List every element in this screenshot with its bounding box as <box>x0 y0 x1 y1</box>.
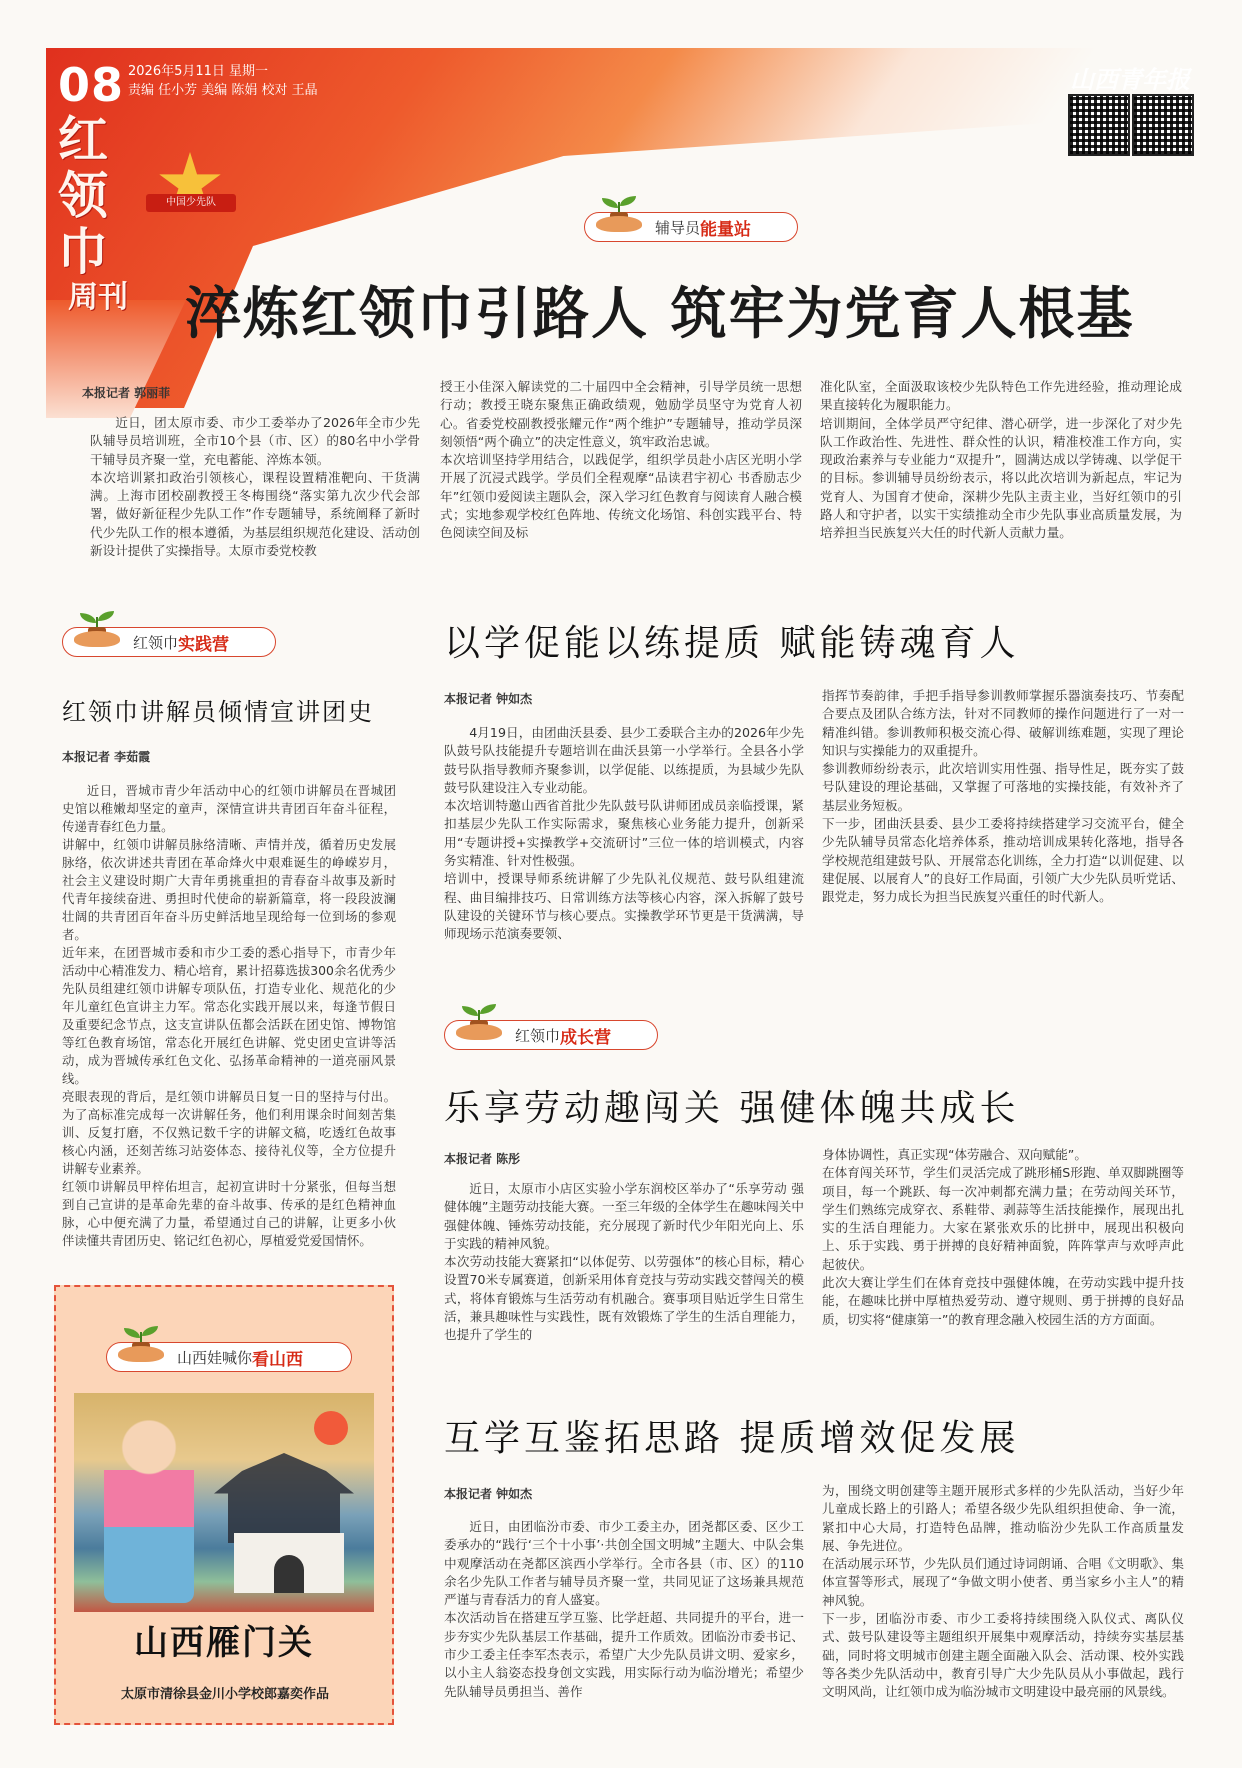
gate-icon <box>234 1533 344 1593</box>
civil-byline: 本报记者 钟如杰 <box>444 1487 533 1501</box>
labor-col-1 <box>444 1180 804 1345</box>
column-title-main: 红领巾 <box>58 110 108 281</box>
lead-col-2 <box>440 378 802 543</box>
left-article-headline: 红领巾讲解员倾情宣讲团史 <box>62 698 374 726</box>
artwork-painting[interactable] <box>74 1393 374 1615</box>
tag-prefix: 辅导员 <box>655 218 701 237</box>
section-tag-shanxi <box>106 1342 352 1372</box>
sprout-icon <box>70 609 124 647</box>
date-line: 2026年5月11日 星期一 <box>128 64 269 79</box>
civil-col-1 <box>444 1518 804 1701</box>
paper-logo: 山西青年报 <box>1070 65 1190 94</box>
artwork-author: 太原市清徐县金川小学校郎嘉奕作品 <box>120 1687 329 1702</box>
tag-highlight: 实践营 <box>178 634 230 655</box>
drum-col-2 <box>822 687 1184 907</box>
left-article-byline: 本报记者 李茹霞 <box>62 750 151 764</box>
tag-highlight: 成长营 <box>560 1027 612 1048</box>
paragraph: 指挥节奏韵律，手把手指导参训教师掌握乐器演奏技巧、节奏配合要点及团队合练方法，针对不同教师的操作问题进行了一对一精准纠错。参训教师积极交流心得、破解训练难题，实现了理论知识与实操能力的双重提升。 参训教师纷纷表示，此次培训实用性强、指导性足，既夯实了鼓号队建设的理论基础，又掌握了可落地的实操技能，有效补齐了基层业务短板。 下一步，团曲沃县委、县少工委将持续搭建学习交流平台，健全少先队辅导员常态化培养体系，推动培训成果转化落地，指导各学校规范组建鼓号队、开展常态化训练，全力打造“以训促建、以建促展、以展育人”的良好工作局面，引领广大少先队员听党话、跟党走，努力成长为担当民族复兴重任的时代新人。 <box>822 688 1184 905</box>
left-article-body <box>62 782 396 1250</box>
lead-byline: 本报记者 郭丽菲 <box>82 386 171 400</box>
labor-byline: 本报记者 陈彤 <box>444 1152 521 1166</box>
tag-highlight: 能量站 <box>700 219 752 240</box>
page-number: 08 <box>58 58 125 112</box>
paragraph: 身体协调性，真正实现“体劳融合、双向赋能”。 在体育闯关环节，学生们灵活完成了跳形桶S形跑、单双脚跳圈等项目，每一个跳跃、每一次冲刺都充满力量；在劳动闯关环节，学生们熟练完成穿衣、系鞋带、剥蒜等生活技能操作，展现出扎实的生活自理能力。大家在紧张欢乐的比拼中，展现出积极向上、乐于实践、勇于拼搏的良好精神面貌，阵阵掌声与欢呼声此起彼伏。 此次大赛让学生们在体育竞技中强健体魄，在劳动实践中提升技能，在趣味比拼中厚植热爱劳动、遵守规则、勇于拼搏的良好品质，切实将“健康第一”的教育理念融入校园生活的方方面面。 <box>822 1147 1184 1327</box>
girl-figure-icon <box>104 1413 194 1603</box>
lead-headline: 淬炼红领巾引路人 筑牢为党育人根基 <box>185 281 1135 347</box>
paragraph: 准化队室，全面汲取该校少先队特色工作先进经验，推动理论成果直接转化为履职能力。 培训期间，全体学员严守纪律、潜心研学，进一步深化了对少先队工作政治性、先进性、群众性的认识，精准校准工作方向，实现政治素养与专业能力“双提升”，圆满达成以学铸魂、以学促干的目标。参训辅导员纷纷表示，将以此次培训为新起点，牢记为党育人、为国育才使命，深耕少先队主责主业，当好红领巾的引路人和守护者，以实干实绩推动全市少先队事业高质量发展，为培养担当民族复兴大任的时代新人贡献力量。 <box>820 379 1182 541</box>
section-tag-growth <box>444 1020 658 1050</box>
paragraph: 授王小佳深入解读党的二十届四中全会精神，引导学员统一思想行动；教授王晓东聚焦正确政绩观，勉励学员坚守为党育人初心。省委党校副教授张耀元作“两个维护”专题辅导，推动学员深刻领悟“两个确立”的决定性意义，筑牢政治忠诚。 本次培训坚持学用结合，以践促学，组织学员赴小店区光明小学开展了沉浸式践学。学员们全程观摩“品读君宇初心 书香励志少年”红领巾爱阅读主题队会，深入学习红色教育与阅读育人融合模式；实地参观学校红色阵地、传统文化场馆、科创实践平台、特色阅读空间及标 <box>440 379 802 541</box>
paragraph: 近日，由团临汾市委、市少工委主办，团尧都区委、区少工委承办的“践行‘三个十小事’·共创全国文明城”主题大、中队会集中观摩活动在尧都区滨西小学举行。全市各县（市、区）的110余名少先队工作者与辅导员齐聚一堂，共同见证了这场兼具规范严谨与青春活力的育人盛宴。 本次活动旨在搭建互学互鉴、比学赶超、共同提升的平台，进一步夯实少先队基层工作基础，提升工作质效。团临汾市委书记、市少工委主任李军杰表示，希望广大少先队员讲文明、爱家乡，以小主人翁姿态投身创文实践，用实际行动为临汾增光；希望少先队辅导员勇担当、善作 <box>444 1519 804 1699</box>
column-title-sub: 周刊 <box>68 280 128 315</box>
paragraph: 4月19日，由团曲沃县委、县少工委联合主办的2026年少先队鼓号队技能提升专题培训在曲沃县第一小学举行。全县各小学鼓号队指导教师齐聚参训，以学促能、以练提质，为县域少先队鼓号队建设注入专业动能。 本次培训特邀山西省首批少先队鼓号队讲师团成员亲临授课，紧扣基层少先队工作实际需求，聚焦核心业务能力提升，创新采用“专题讲授+实操教学+交流研讨”三位一体的培训模式，内容务实精准、针对性极强。 培训中，授课导师系统讲解了少先队礼仪规范、鼓号队组建流程、曲目编排技巧、日常训练方法等核心内容，深入拆解了鼓号队建设的关键环节与核心要点。实操教学环节更是干货满满，导师现场示范演奏要领、 <box>444 725 804 942</box>
tag-prefix: 山西娃喊你 <box>177 1348 253 1367</box>
civil-col-2 <box>822 1482 1184 1702</box>
column-title <box>58 112 128 316</box>
tag-highlight: 看山西 <box>252 1349 304 1370</box>
lead-col-1 <box>90 414 420 560</box>
sprout-icon <box>452 1002 506 1040</box>
paragraph: 近日，太原市小店区实验小学东润校区举办了“乐享劳动 强健体魄”主题劳动技能大赛。一至三年级的全体学生在趣味闯关中强健体魄、锤炼劳动技能，充分展现了新时代少年阳光向上、乐于实践的精神风貌。 本次劳动技能大赛紧扣“以体促劳、以劳强体”的核心目标，精心设置70米专属赛道，创新采用体育竞技与劳动实践交替闯关的模式，将体育锻炼与生活劳动有机融合。赛事项目贴近学生日常生活，兼具趣味性与实践性，既有效锻炼了学生的生活自理能力，也提升了学生的 <box>444 1181 804 1343</box>
badge-ribbon: 中国少先队 <box>146 194 236 212</box>
civil-headline: 互学互鉴拓思路 提质增效促发展 <box>444 1418 1020 1459</box>
sprout-icon <box>592 194 646 232</box>
qr-code-icon[interactable] <box>1132 94 1194 156</box>
paragraph: 近日，团太原市委、市少工委举办了2026年全市少先队辅导员培训班，全市10个县（市、区）的80名中小学骨干辅导员齐聚一堂，充电蓄能、淬炼本领。 本次培训紧扣政治引领核心，课程设置精准靶向、干货满满。上海市团校副教授王冬梅围绕“落实第九次少代会部署，做好新征程少先队工作”作专题辅导，系统阐释了新时代少先队工作的根本遵循，为基层组织规范化建设、活动创新设计提供了实操指导。太原市委党校教 <box>90 415 420 559</box>
paragraph: 近日，晋城市青少年活动中心的红领巾讲解员在晋城团史馆以稚嫩却坚定的童声，深情宣讲共青团百年奋斗征程，传递青春红色力量。 讲解中，红领巾讲解员脉络清晰、声情并茂，循着历史发展脉络，依次讲述共青团在革命烽火中艰难诞生的峥嵘岁月，社会主义建设时期广大青年勇挑重担的青春奋斗故事及新时代青年接续奋进、勇担时代使命的崭新篇章，将一段段波澜壮阔的共青团百年奋斗历史鲜活地呈现给每一位到场的参观者。 近年来，在团晋城市委和市少工委的悉心指导下，市青少年活动中心精准发力、精心培育，累计招募选拔300余名优秀少先队员组建红领巾讲解专项队伍，打造专业化、规范化的少年儿童红色宣讲主力军。常态化实践开展以来，每逢节假日及重要纪念节点，这支宣讲队伍都会活跃在团史馆、博物馆等红色教育场馆，常态化开展红色讲解、党史团史宣讲等活动，成为晋城传承红色文化、弘扬革命精神的一道亮丽风景线。 亮眼表现的背后，是红领巾讲解员日复一日的坚持与付出。为了高标准完成每一次讲解任务，他们利用课余时间刻苦集训、反复打磨，不仅熟记数千字的讲解文稿，吃透红色故事核心内涵，还刻苦练习站姿体态、接待礼仪等，全方位提升讲解专业素养。 红领巾讲解员甲梓佑坦言，起初宣讲时十分紧张，但每当想到自己宣讲的是革命先辈的奋斗故事、传承的是红色精神血脉，心中便充满了力量，希望通过自己的讲解，让更多小伙伴读懂共青团历史、铭记红色初心，厚植爱党爱国情怀。 <box>62 783 396 1248</box>
drum-col-1 <box>444 724 804 944</box>
sun-icon <box>314 1411 348 1445</box>
paragraph: 为，围绕文明创建等主题开展形式多样的少先队活动，当好少年儿童成长路上的引路人；希望各级少先队组织担使命、争一流，紧扣中心大局，打造特色品牌，推动临汾少先队工作高质量发展、争先进位。 在活动展示环节，少先队员们通过诗词朗诵、合唱《文明歌》、集体宣誓等形式，展现了“争做文明小使者、勇当家乡小主人”的精神风貌。 下一步，团临汾市委、市少工委将持续围绕入队仪式、离队仪式、鼓号队建设等主题组织开展集中观摩活动，持续夯实基层基础，同时将文明城市创建主题全面融入队会、活动课、校外实践等各类少先队活动中，教育引导广大少先队员从小事做起，践行文明风尚，让红领巾成为临汾城市文明建设中最亮丽的风景线。 <box>822 1483 1184 1700</box>
qr-code-icon[interactable] <box>1068 94 1130 156</box>
tag-prefix: 红领巾 <box>133 633 179 652</box>
tag-prefix: 红领巾 <box>515 1026 561 1045</box>
labor-headline: 乐享劳动趣闯关 强健体魄共成长 <box>444 1088 1020 1129</box>
section-tag-energy <box>584 212 798 242</box>
sprout-icon <box>114 1324 168 1362</box>
section-tag-practice <box>62 627 276 657</box>
header-info <box>128 62 318 100</box>
drum-byline: 本报记者 钟如杰 <box>444 692 533 706</box>
labor-col-2 <box>822 1146 1184 1329</box>
artwork-title: 山西雁门关 <box>134 1623 314 1663</box>
staff-line: 责编 任小芳 美编 陈娟 校对 王晶 <box>128 83 318 98</box>
drum-headline: 以学促能以练提质 赋能铸魂育人 <box>444 623 1020 664</box>
lead-col-3 <box>820 378 1182 543</box>
pagoda-icon <box>214 1453 354 1543</box>
